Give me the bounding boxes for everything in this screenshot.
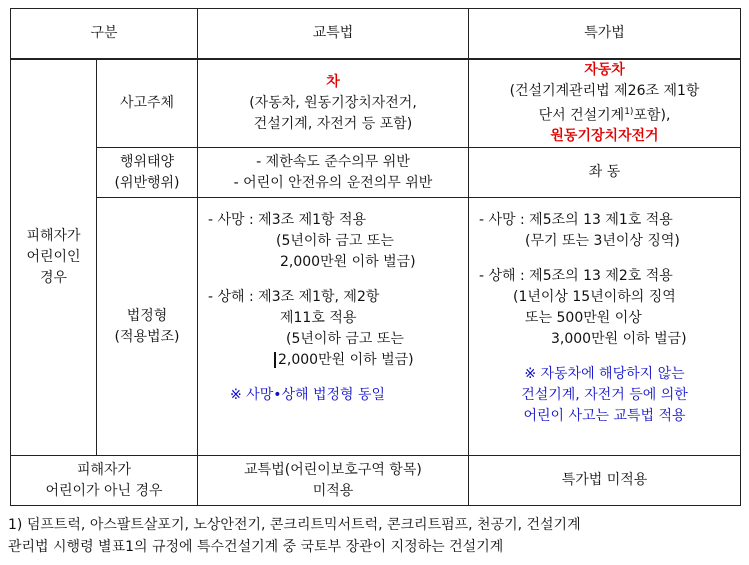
row-accident-subject bbox=[11, 59, 741, 148]
row-nonchild bbox=[11, 456, 741, 506]
footnote-line: 관리법 시행령 별표1의 규정에 특수건설기계 중 국토부 장관이 지정하는 건설기계 bbox=[8, 539, 504, 555]
cell-teuk-nonchild: 특가법 미적용 bbox=[469, 456, 741, 506]
teuk-subject-highlight: 자동차 bbox=[584, 61, 625, 78]
label-line: 피해자가 bbox=[76, 461, 132, 478]
teuk-death-sub: (무기 또는 3년이상 징역) bbox=[525, 233, 680, 250]
row-penalty bbox=[11, 198, 741, 456]
header-gyoteukbeop: 교특법 bbox=[198, 9, 469, 59]
gyo-death-sub: (5년이하 금고 또는 bbox=[276, 233, 394, 250]
teuk-injury-sub: (1년이상 15년이하의 징역 bbox=[513, 289, 676, 306]
gyo-injury-sub: 2,000만원 이하 벌금) bbox=[274, 352, 414, 368]
label-line: (위반행위) bbox=[114, 174, 180, 191]
label-accident-subject: 사고주체 bbox=[97, 59, 198, 148]
teuk-death-line: - 사망 : 제5조의 13 제1호 적용 bbox=[479, 212, 673, 229]
gyo-injury-sub: 제11호 적용 bbox=[280, 310, 357, 327]
header-row bbox=[11, 9, 741, 59]
cell-teuk-subject bbox=[469, 59, 741, 148]
cell-teuk-penalty bbox=[469, 198, 741, 456]
label-line: 행위태양 bbox=[119, 153, 175, 170]
row-act bbox=[11, 148, 741, 198]
teuk-penalty-note: 건설기계, 자전거 등에 의한 bbox=[521, 387, 688, 404]
teuk-penalty-note: ※ 자동차에 해당하지 않는 bbox=[524, 366, 685, 383]
gyo-subject-highlight: 차 bbox=[326, 73, 340, 90]
law-comparison-table bbox=[10, 8, 741, 506]
group-label-line: 어린이인 bbox=[26, 248, 81, 265]
teuk-subject-text: 단서 건설기계 bbox=[538, 107, 625, 124]
cell-gyo-subject bbox=[198, 59, 469, 148]
label-line: (적용법조) bbox=[114, 328, 180, 345]
gyo-penalty-note: ※ 사망•상해 법정형 동일 bbox=[230, 387, 386, 404]
teuk-injury-sub: 또는 500만원 이상 bbox=[525, 310, 642, 327]
teuk-penalty-note: 어린이 사고는 교특법 적용 bbox=[523, 408, 686, 425]
teuk-subject-line bbox=[473, 102, 736, 127]
teuk-subject-highlight: 원동기장치자전거 bbox=[550, 128, 659, 145]
cell-teuk-act: 좌 동 bbox=[469, 148, 741, 198]
gyo-injury-line: - 상해 : 제3조 제1항, 제2항 bbox=[208, 289, 380, 306]
teuk-injury-line: - 상해 : 제5조의 13 제2호 적용 bbox=[479, 268, 673, 285]
gyo-act-line: - 어린이 안전유의 운전의무 위반 bbox=[233, 174, 433, 191]
cell-gyo-act bbox=[198, 148, 469, 198]
group-label-line: 피해자가 bbox=[26, 227, 81, 244]
group-label-child-victim bbox=[11, 59, 97, 456]
gyo-injury-sub-row bbox=[202, 350, 464, 371]
gyo-subject-line: (자동차, 원동기장치자전거, bbox=[249, 94, 417, 111]
label-nonchild bbox=[11, 456, 198, 506]
teuk-injury-sub: 3,000만원 이하 벌금) bbox=[551, 331, 687, 348]
footnote-ref: 1) bbox=[624, 106, 634, 117]
label-act bbox=[97, 148, 198, 198]
group-label-line: 경우 bbox=[39, 269, 68, 286]
gyo-nonchild-line: 미적용 bbox=[312, 482, 354, 499]
gyo-injury-sub: (5년이하 금고 또는 bbox=[286, 331, 404, 348]
gyo-death-sub: 2,000만원 이하 벌금) bbox=[280, 254, 416, 271]
gyo-nonchild-line: 교특법(어린이보호구역 항목) bbox=[244, 461, 422, 478]
gyo-act-line: - 제한속도 준수의무 위반 bbox=[256, 153, 410, 170]
teuk-subject-text: 포함), bbox=[633, 107, 671, 124]
label-line: 법정형 bbox=[126, 307, 168, 324]
cell-gyo-penalty bbox=[198, 198, 469, 456]
label-penalty bbox=[97, 198, 198, 456]
footnote-line: 1) 덤프트럭, 아스팔트살포기, 노상안전기, 콘크리트믹서트럭, 콘크리트펌프, 천공기, 건설기계 bbox=[8, 517, 581, 533]
header-teukgabeop: 특가법 bbox=[469, 9, 741, 59]
gyo-subject-line: 건설기계, 자전거 등 포함) bbox=[253, 115, 413, 132]
teuk-subject-line: (건설기계관리법 제26조 제1항 bbox=[509, 82, 700, 99]
cell-gyo-nonchild bbox=[198, 456, 469, 506]
header-category: 구분 bbox=[11, 9, 198, 59]
label-line: 어린이가 아닌 경우 bbox=[45, 482, 163, 499]
footnote bbox=[8, 514, 744, 558]
gyo-death-line: - 사망 : 제3조 제1항 적용 bbox=[208, 212, 367, 229]
